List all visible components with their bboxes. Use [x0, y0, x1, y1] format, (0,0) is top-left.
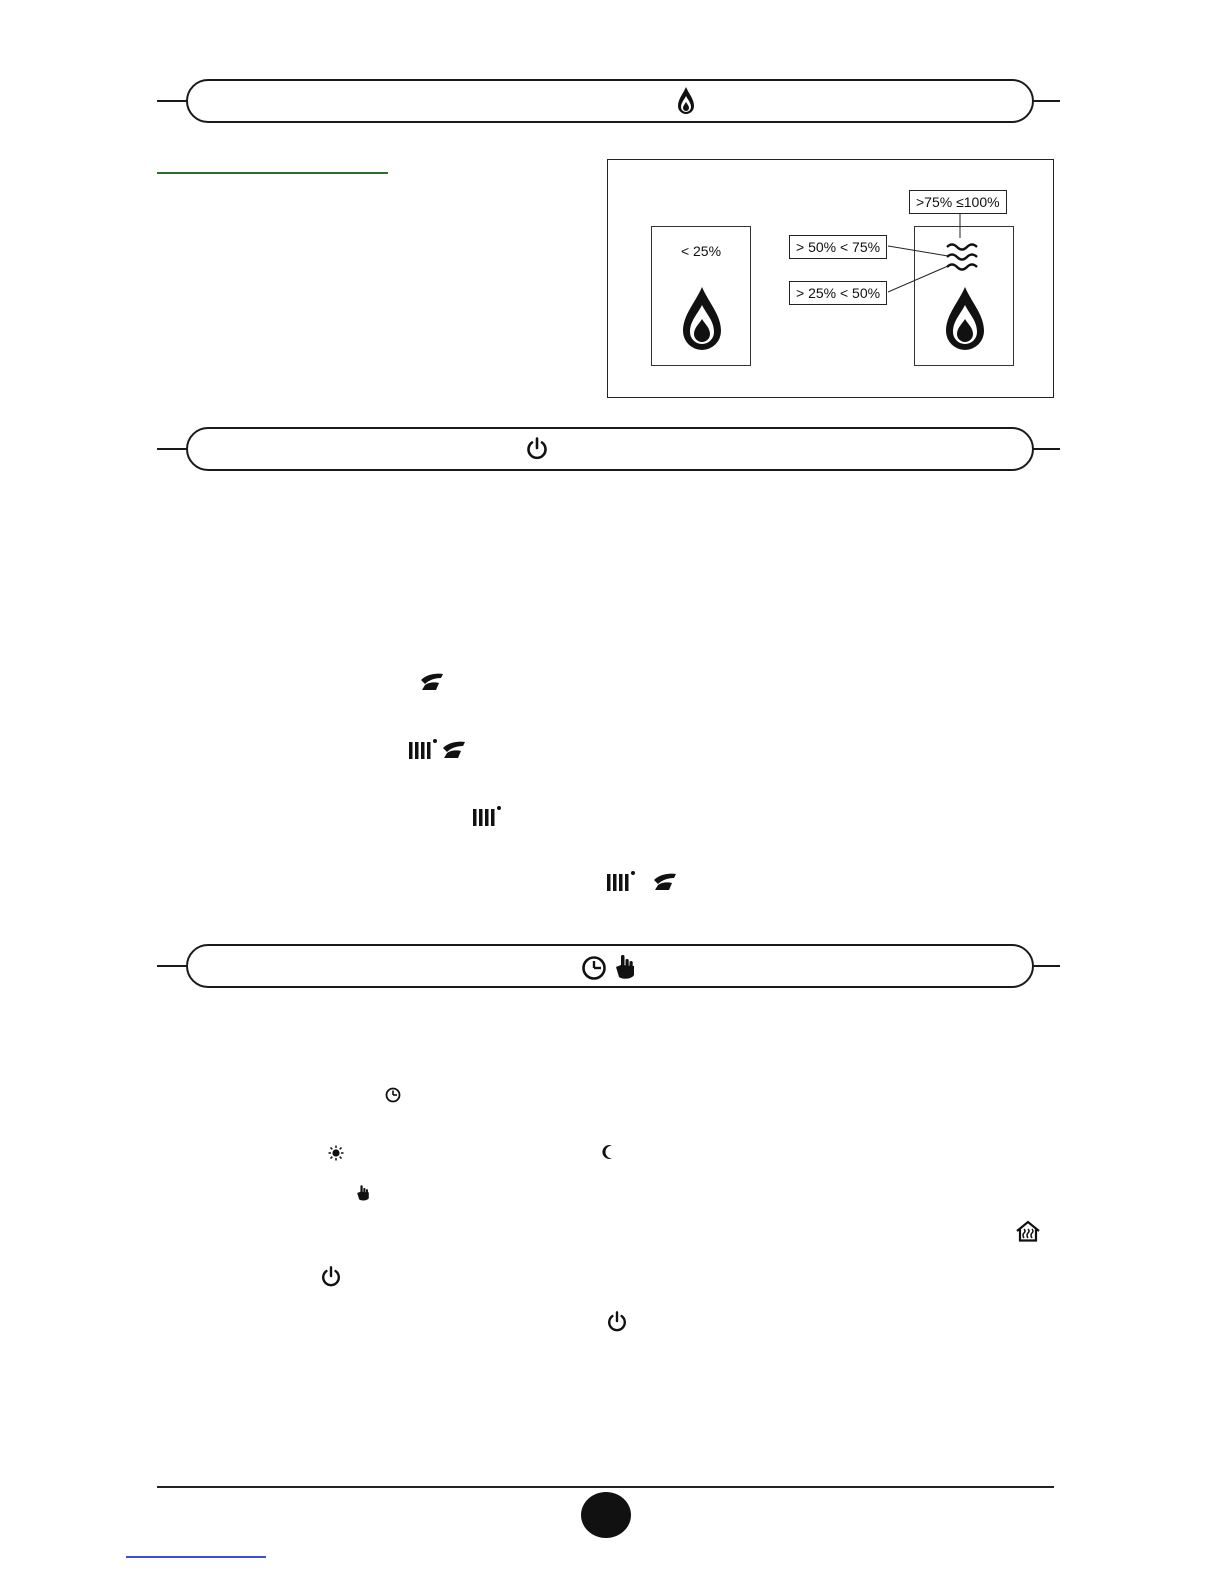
- radiator-icon: [472, 805, 502, 827]
- hand-icon: [355, 1184, 371, 1202]
- band-right-tick: [1030, 100, 1060, 102]
- level-label-mid: > 50% < 75%: [789, 235, 887, 259]
- flame-low-label: < 25%: [680, 243, 722, 259]
- tap-icon: [441, 740, 467, 760]
- flame-icon: [676, 86, 696, 116]
- page-number-badge: [581, 1492, 631, 1538]
- flame-level-diagram: [607, 159, 1054, 398]
- sun-icon: [328, 1145, 344, 1161]
- radiator-icon: [408, 738, 438, 760]
- flame-section-header: [186, 79, 1034, 123]
- house-heating-icon: [1015, 1220, 1041, 1242]
- level-label-top: >75% ≤100%: [909, 190, 1007, 214]
- radiator-icon: [606, 870, 636, 892]
- level-label-low: > 25% < 50%: [789, 281, 887, 305]
- section-heading-underline: [157, 172, 388, 174]
- footer-link-underline[interactable]: [126, 1556, 266, 1558]
- power-section-header: [186, 427, 1034, 471]
- clock-icon: [385, 1087, 401, 1103]
- band-left-tick: [157, 448, 187, 450]
- tap-icon: [652, 872, 678, 892]
- program-section-header: [186, 944, 1034, 988]
- power-icon: [606, 1311, 628, 1333]
- footer-rule: [157, 1486, 1054, 1488]
- clock-icon: [581, 955, 607, 981]
- hand-icon: [613, 953, 637, 981]
- band-right-tick: [1030, 448, 1060, 450]
- band-left-tick: [157, 965, 187, 967]
- band-left-tick: [157, 100, 187, 102]
- power-icon: [525, 437, 549, 461]
- tap-icon: [419, 672, 445, 692]
- moon-icon: [602, 1144, 616, 1160]
- power-icon: [320, 1266, 342, 1288]
- band-right-tick: [1030, 965, 1060, 967]
